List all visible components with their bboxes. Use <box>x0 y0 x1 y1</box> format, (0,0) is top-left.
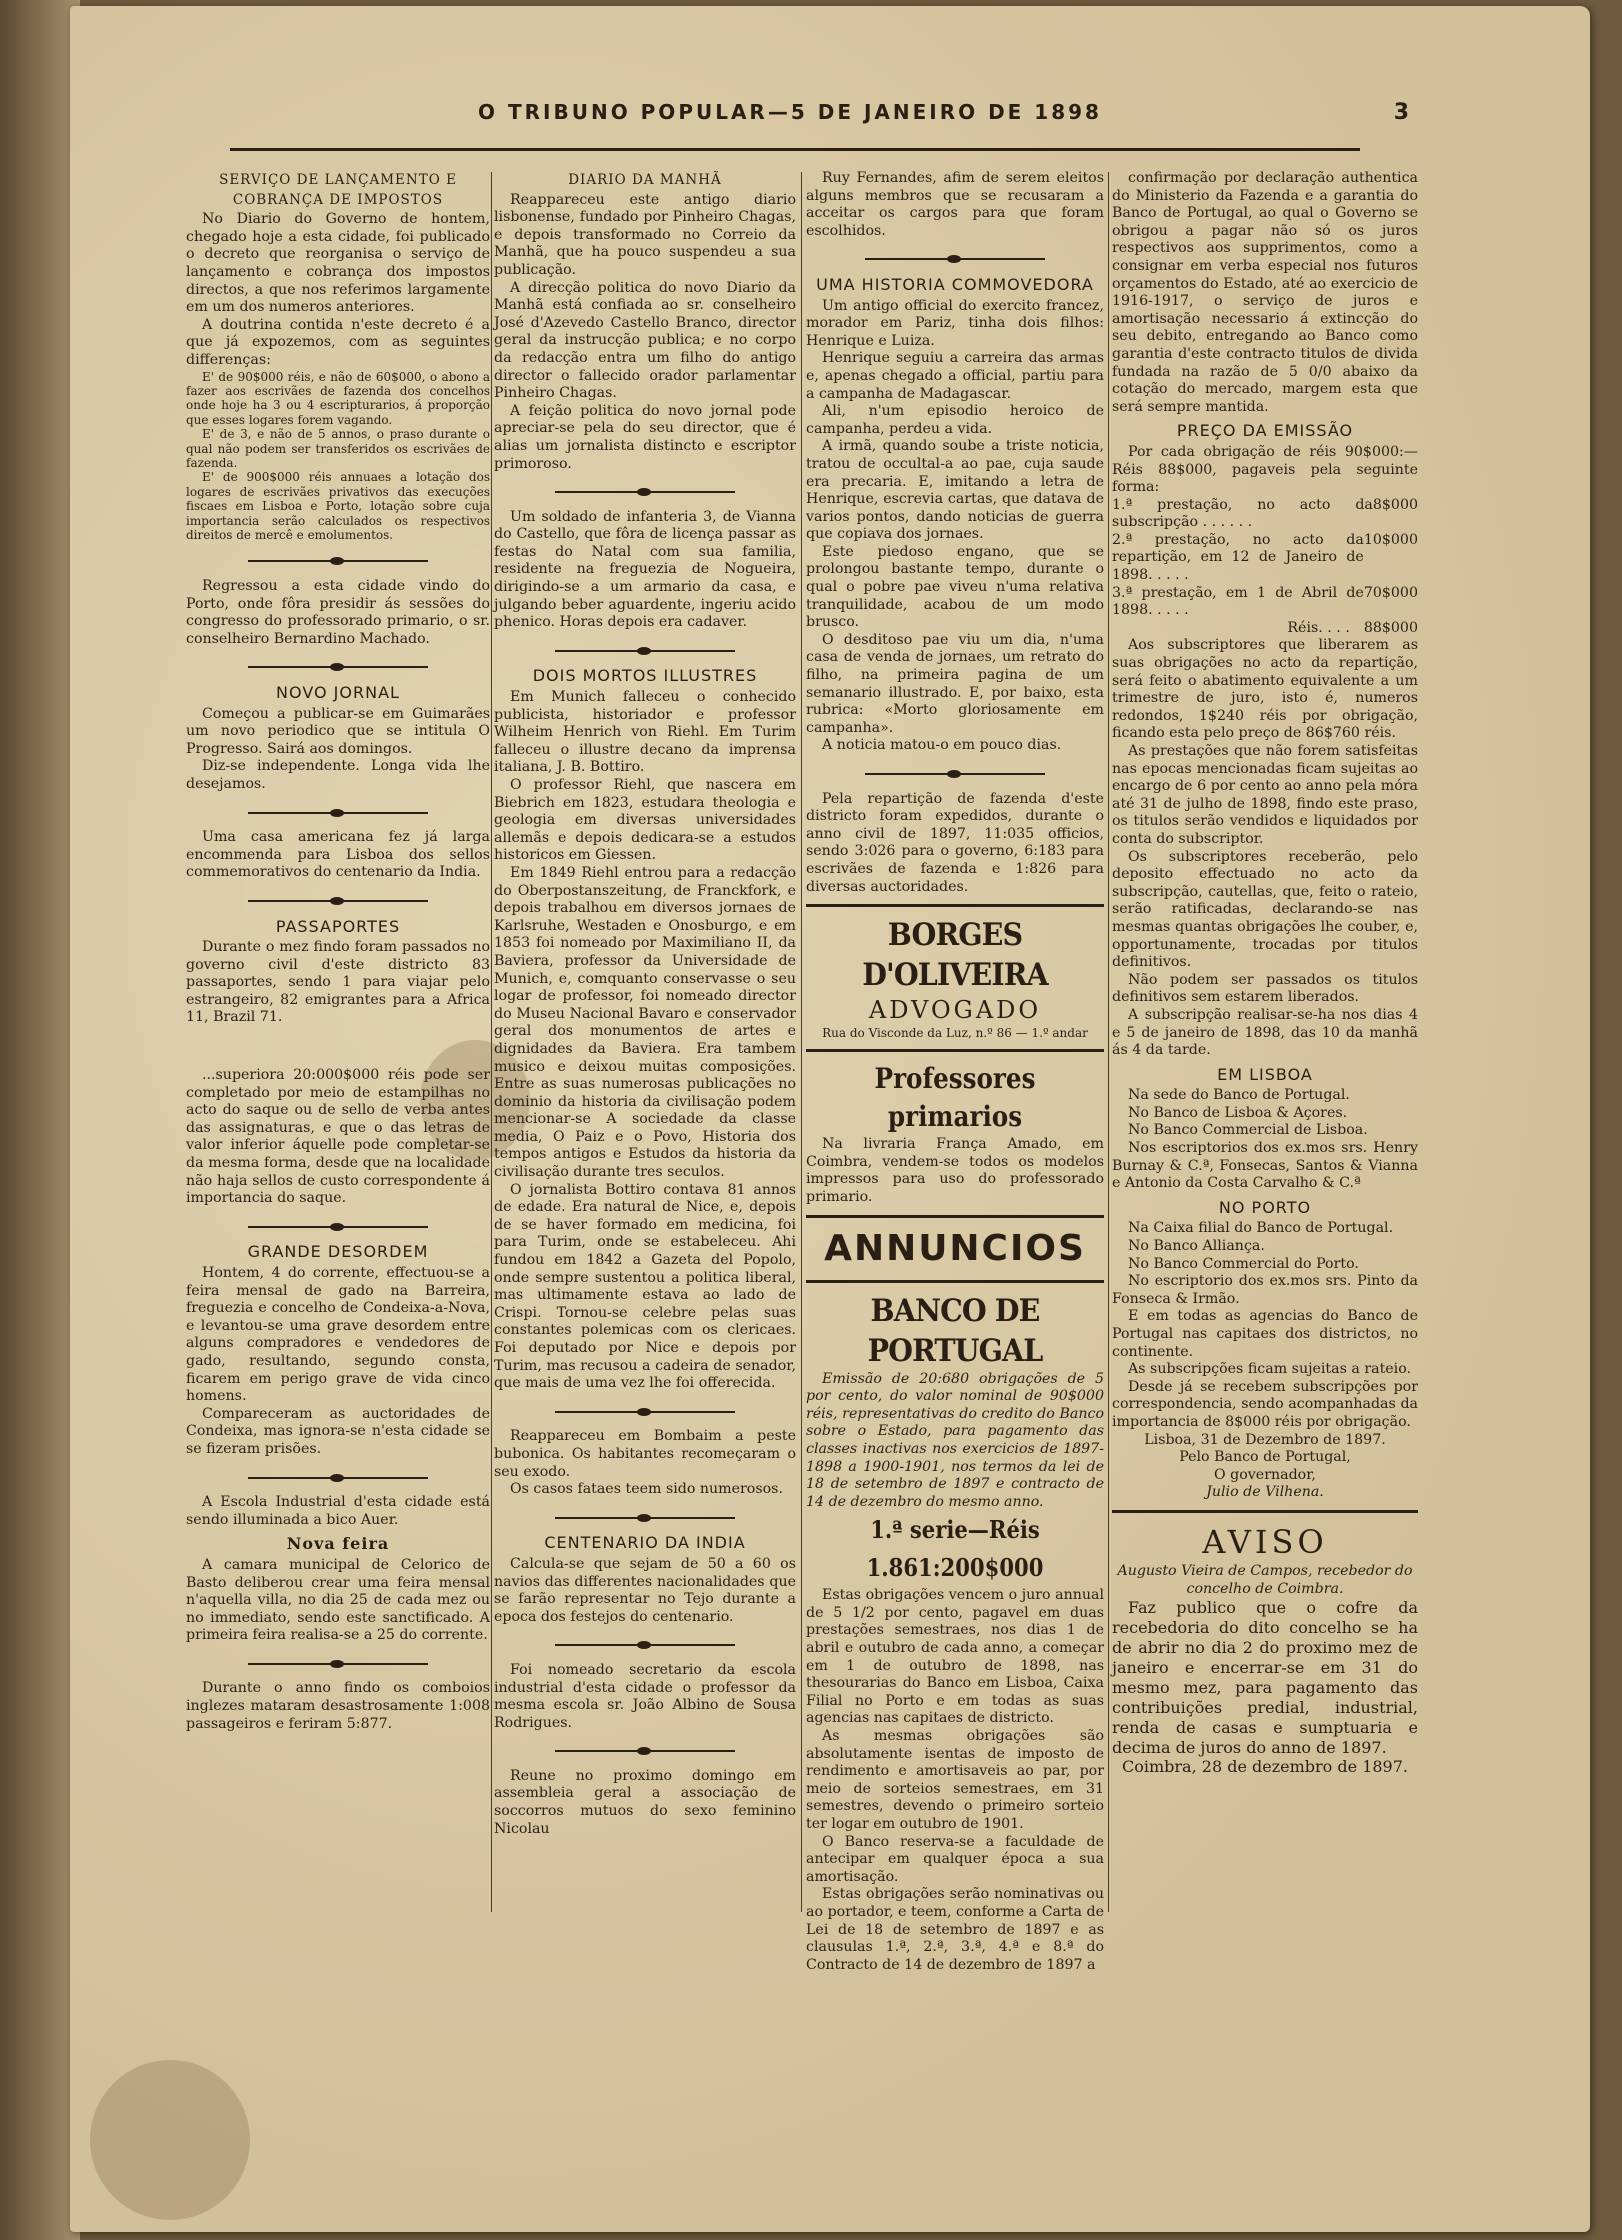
ornament-divider <box>806 248 1104 266</box>
paragraph: Calcula-se que sejam de 50 a 60 os navios das differentes nacionalidades que se farão representar no Tejo durante a epoca dos festejos do centenario. <box>494 1555 796 1625</box>
paragraph: Aos subscriptores que liberarem as suas obrigações no acto da repartição, será feito o abatimento equivalente a um trimestre de juro, isto é, numeros redondos, 1$240 réis por obrigação, ficando esta pelo preço de 86$760 réis. <box>1112 637 1418 742</box>
section-heading: NOVO JORNAL <box>276 682 400 702</box>
paragraph: Diz-se independente. Longa vida lhe desejamos. <box>186 758 490 792</box>
list-item: No Banco Commercial de Lisboa. <box>1128 1122 1368 1139</box>
paragraph: E' de 90$000 réis, e não de 60$000, o abono a fazer aos escrivães de fazenda dos concelhos onde hoje ha 3 ou 4 escripturarios, á proporção que esses logares forem vagando. <box>186 369 490 427</box>
paragraph: Compareceram as auctoridades de Condeixa, mas ignora-se n'esta cidade se se fizeram prisões. <box>186 1405 490 1457</box>
column-rule <box>801 172 802 1912</box>
price-row <box>1112 585 1418 620</box>
paragraph: No Diario do Governo de hontem, chegado hoje a esta cidade, foi publicado o decreto que reorganisa o serviço de lançamento e cobrança dos impostos directos, a que nos referimos largamente em um dos numeros anteriores. <box>186 211 490 316</box>
ornament-divider <box>186 890 490 908</box>
paragraph: A direcção politica do novo Diario da Manhã está confiada ao sr. conselheiro José d'Azevedo Castello Branco, director geral da instrucção publica; e no corpo da redacção entra um filho do antigo director o fallecido orador parlamentar Pinheiro Chagas. <box>494 279 796 402</box>
list-item: No Banco Commercial do Porto. <box>1128 1255 1359 1272</box>
ad-lawyer-name: BORGES D'OLIVEIRA <box>862 917 1048 994</box>
signature-line: O governador, <box>1214 1466 1316 1483</box>
section-heading: DOIS MORTOS ILLUSTRES <box>532 666 758 686</box>
paragraph: Um antigo official do exercito francez, morador em Pariz, tinha dois filhos: Henrique e Luiza. <box>806 297 1104 349</box>
paragraph: O Banco reserva-se a faculdade de antecipar em qualquer época a sua amortisação. <box>806 1833 1104 1885</box>
paragraph: confirmação por declaração authentica do Ministerio da Fazenda e a garantia do Banco de Portugal, ao qual o Governo se obrigou a pagar não só os juros respectivos aos supprimentos, como a consignar em verba especial nos futuros orçamentos do Estado, até ao exercicio de 1916-1917, o serviço de juros e amortisação necessario á extincção do seu debito, entregando ao Banco como garantia d'este contracto titulos de divida fundada na razão de 5 0/0 abaixo da cotação do mercado, margem esta que será sempre mantida. <box>1112 170 1418 415</box>
page-number: 3 <box>1393 100 1412 125</box>
paragraph: Regressou a esta cidade vindo do Porto, onde fôra presidir ás sessões do congresso do professorado primario, o sr. conselheiro Bernardino Machado. <box>186 578 490 647</box>
section-heading: COBRANÇA DE IMPOSTOS <box>232 191 444 208</box>
paragraph: Estas obrigações vencem o juro annual de 5 1/2 por cento, pagavel em duas prestações semestraes, nos dias 1 de abril e outubro de cada anno, a começar em 1 de outubro de 1898, nas thesourarias do Banco em Lisboa, Caixa Filial no Porto e em todas as suas agencias nas capitaes de districto. <box>806 1587 1104 1727</box>
column-rule <box>1108 172 1109 1912</box>
price-label: 1.ª prestação, no acto da subscripção . . . . . . <box>1112 496 1373 531</box>
section-heading: CENTENARIO DA INDIA <box>544 1533 746 1553</box>
ornament-divider <box>494 1401 796 1419</box>
binding-edge <box>0 0 80 2240</box>
paragraph: A doutrina contida n'este decreto é a que já expozemos, com as seguintes differenças: <box>186 316 490 368</box>
ornament-divider <box>806 763 1104 781</box>
paragraph: O jornalista Bottiro contava 81 annos de edade. Era natural de Nice, e, depois de se haver formado em medicina, foi para Turim, onde se estabeleceu. Ahi fundou em 1842 a Gazeta del Popolo, onde sempre sustentou a politica liberal, mas ultimamente estava ao lado de Crispi. Tornou-se celebre pelas suas constantes polemicas com os clericaes. Foi deputado por Nice e depois por Turim, mas recusou a cadeira de senador, que mais de uma vez lhe foi offerecida. <box>494 1181 796 1392</box>
paragraph: Reappareceu este antigo diario lisbonense, fundado por Pinheiro Chagas, e depois transformado no Correio da Manhã, que ha pouco suspendeu a sua publicação. <box>494 191 796 278</box>
section-heading: Nova feira <box>286 1534 390 1554</box>
paragraph: O desditoso pae viu um dia, n'uma casa de venda de jornaes, um retrato do filho, na primeira pagina de um semanario illustrado. E, por baixo, esta rubrica: «Morto gloriosamente em campanha». <box>806 631 1104 736</box>
list-item: Na Caixa filial do Banco de Portugal. <box>1128 1220 1394 1237</box>
paragraph: Uma casa americana fez já larga encommenda para Lisboa dos sellos commemorativos do centenario da India. <box>186 829 490 881</box>
paragraph: Este piedoso engano, que se prolongou bastante tempo, durante o qual o pobre pae viveu n'uma relativa tranquilidade, acabou de um modo brusco. <box>806 543 1104 631</box>
paragraph: Emissão de 20:680 obrigações de 5 por cento, do valor nominal de 90$000 réis, representativas do credito do Banco sobre o Estado, para pagamento das classes inactivas nos exercicios de 1897-1898 a 1900-1901, nos termos da lei de 18 de setembro de 1897 e contracto de 14 de dezembro do mesmo anno. <box>806 1370 1104 1510</box>
masthead-rule <box>230 148 1360 151</box>
column-rule <box>491 172 492 1912</box>
paragraph: O professor Riehl, que nascera em Biebrich em 1823, estudara theologia e geologia em diversas universidades allemãs e depois dedicara-se a estudos historicos em Giessen. <box>494 777 796 864</box>
paragraph: A camara municipal de Celorico de Basto deliberou crear uma feira mensal n'aquella villa, no dia 25 de cada mez ou no immediato, sendo este sanctificado. A primeira feira realisa-se a 25 do corrente. <box>186 1556 490 1644</box>
notice-heading: AVISO <box>1202 1522 1328 1561</box>
announcements-banner: ANNUNCIOS <box>824 1227 1086 1269</box>
column-1 <box>186 170 490 1890</box>
price-total-row <box>1112 620 1418 638</box>
paragraph: As subscripções ficam sujeitas a rateio. <box>1128 1361 1412 1378</box>
section-heading: NO PORTO <box>1218 1197 1312 1217</box>
paragraph: Os casos fataes teem sido numerosos. <box>510 1481 783 1498</box>
list-item: Nos escriptorios dos ex.mos srs. Henry Burnay & C.ª, Fonsecas, Santos & Vianna e Antonio da Costa Carvalho & C.ª <box>1112 1140 1418 1192</box>
ad-lawyer-role: ADVOGADO <box>868 996 1042 1025</box>
column-2 <box>494 170 796 1890</box>
ornament-divider <box>494 481 796 499</box>
ad-rule <box>806 904 1104 907</box>
notice-subtitle: Augusto Vieira de Campos, recebedor do concelho de Coimbra. <box>1117 1562 1413 1597</box>
paragraph: A noticia matou-o em pouco dias. <box>822 737 1062 754</box>
section-heading: PREÇO DA EMISSÃO <box>1176 421 1354 441</box>
section-heading: SERVIÇO DE LANÇAMENTO E <box>219 172 457 188</box>
paragraph: Um soldado de infanteria 3, de Vianna do Castello, que fôra de licença passar as festas do Natal com sua familia, residente na freguezia de Nogueira, dirigindo-se a um armario da casa, e julgando beber aguardente, ingeriu acido phenico. Horas depois era cadaver. <box>494 508 796 631</box>
ornament-divider <box>186 1467 490 1485</box>
paragraph: Durante o mez findo foram passados no governo civil d'este districto 83 passaportes, sendo 1 para viajar pelo estrangeiro, 82 emigrantes para a Africa 11, Brazil 71. <box>186 939 490 1026</box>
paragraph: Foi nomeado secretario da escola industrial d'esta cidade o professor da mesma escola sr. João Albino de Sousa Rodrigues. <box>494 1661 796 1731</box>
ornament-divider <box>186 656 490 674</box>
paragraph: Por cada obrigação de réis 90$000:— Réis 88$000, pagaveis pela seguinte forma: <box>1112 443 1418 496</box>
paragraph: Na livraria França Amado, em Coimbra, vendem-se todos os modelos impressos para uso do professorado primario. <box>806 1136 1104 1205</box>
price-row <box>1112 532 1418 585</box>
price-total-label: Réis. . . . <box>1287 619 1350 636</box>
list-item: No Banco Alliança. <box>1128 1238 1265 1255</box>
ornament-divider <box>186 1216 490 1234</box>
ad-rule <box>806 1280 1104 1283</box>
paragraph: Começou a publicar-se em Guimarães um novo periodico que se intitula O Progresso. Sairá aos domingos. <box>186 705 490 757</box>
paragraph: A subscripção realisar-se-ha nos dias 4 e 5 de janeiro de 1898, das 10 da manhã ás 4 da tarde. <box>1112 1006 1418 1059</box>
list-item: No Banco de Lisboa & Açores. <box>1128 1104 1348 1121</box>
masthead <box>160 100 1420 140</box>
signature-name: Julio de Vilhena. <box>1206 1484 1324 1501</box>
torn-corner-stain <box>90 2060 250 2220</box>
ad-rule <box>806 1049 1104 1052</box>
ornament-divider <box>186 1653 490 1671</box>
list-item: No escriptorio dos ex.mos srs. Pinto da Fonseca & Irmão. <box>1112 1273 1418 1307</box>
ad-rule <box>1112 1510 1418 1513</box>
bank-series: 1.ª serie—Réis 1.861:200$000 <box>866 1515 1044 1583</box>
price-label: 3.ª prestação, em 1 de Abril de 1898. . . . . <box>1112 584 1364 619</box>
section-heading: EM LISBOA <box>1217 1064 1313 1084</box>
paragraph: Reune no proximo domingo em assembleia geral a associação de soccorros mutuos do sexo feminino Nicolau <box>494 1767 796 1837</box>
price-value: 10$000 <box>1363 531 1418 548</box>
paragraph: E em todas as agencias do Banco de Portugal nas capitaes dos districtos, no continente. <box>1112 1308 1418 1360</box>
paragraph: Ruy Fernandes, afim de serem eleitos alguns membros que se recusaram a acceitar os cargos para que foram escolhidos. <box>806 170 1104 239</box>
section-heading: GRANDE DESORDEM <box>247 1242 429 1262</box>
price-label: 2.ª prestação, no acto da repartição, em 12 de Janeiro de 1898. . . . . <box>1112 531 1364 584</box>
price-row <box>1112 497 1418 532</box>
paragraph: A irmã, quando soube a triste noticia, tratou de occultal-a ao pae, cuja saude era precaria. E, imitando a letra de Henrique, escrevia cartas, que datava de varios pontos, dando noticias de guerra que copiava dos jornaes. <box>806 438 1104 543</box>
paragraph: Em Munich falleceu o conhecido publicista, historiador e professor Wilheim Henrich von Riehl. Em Turim falleceu o illustre decano da imprensa italiana, J. B. Bottiro. <box>494 689 796 776</box>
paragraph: Os subscriptores receberão, pelo deposito effectuado no acto da subscripção, cautellas, que, feito o rateio, serão ratificadas, declarando-se nas mesmas quantas obrigações lhe couber, e, opportunamente, trocadas por titulos definitivos. <box>1112 848 1418 971</box>
ornament-divider <box>494 1634 796 1652</box>
paragraph: Reappareceu em Bombaim a peste bubonica. Os habitantes recomeçaram o seu exodo. <box>494 1428 796 1480</box>
ad-lawyer-address: Rua do Visconde da Luz, n.º 86 — 1.º andar <box>822 1026 1088 1041</box>
signature-line: Pelo Banco de Portugal, <box>1179 1449 1351 1466</box>
ad-teachers-heading: Professores primarios <box>874 1062 1036 1134</box>
paragraph: Hontem, 4 do corrente, effectuou-se a feira mensal de gado na Barreira, freguezia e concelho de Condeixa-a-Nova, e levantou-se uma grave desordem entre alguns compradores e vendedores de gado, resultando, segundo consta, ficarem em perigo grave de vida cinco homens. <box>186 1265 490 1405</box>
paragraph: As mesmas obrigações são absolutamente isentas de imposto de rendimento e amortisaveis ao par, por meio de sorteios semestraes, em 31 semestres, devendo o primeiro sorteio ter logar em outubro de 1901. <box>806 1728 1104 1832</box>
bank-heading: BANCO DE PORTUGAL <box>867 1292 1043 1369</box>
paragraph: E' de 900$000 réis annuaes a lotação dos logares de escrivães privativos das execuções fiscaes em Lisboa e Porto, lotação sobre cuja importancia serão calculados os respectivos direitos de mercê e emolumentos. <box>186 470 490 542</box>
paragraph: Estas obrigações serão nominativas ou ao portador, e teem, conforme a Carta de Lei de 18 de setembro de 1897 e as clausulas 1.ª, 2.ª, 3.ª, 4.ª e 8.ª do Contracto de 14 de dezembro de 1897 a <box>806 1886 1104 1973</box>
ad-rule <box>806 1215 1104 1218</box>
paragraph: ...superiora 20:000$000 réis pode ser completado por meio de estampilhas no acto do saque ou de sello de verba antes das assignaturas, e que o das letras de valor inferior áquelle pode completar-se da mesma forma, desde que na localidade não haja sellos de custo correspondente á importancia do saque. <box>186 1067 490 1207</box>
notice-date: Coimbra, 28 de dezembro de 1897. <box>1122 1757 1408 1777</box>
paragraph: Ali, n'um episodio heroico de campanha, perdeu a vida. <box>806 403 1104 437</box>
ornament-divider <box>494 1740 796 1758</box>
price-total-value: 88$000 <box>1363 619 1418 636</box>
price-value: 8$000 <box>1372 496 1418 513</box>
column-4 <box>1112 170 1418 1890</box>
ornament-divider <box>186 802 490 820</box>
ornament-divider <box>186 550 490 568</box>
paragraph: Faz publico que o cofre da recebedoria do dito concelho se ha de abrir no dia 2 do proximo mez de janeiro e encerrar-se em 31 do mesmo mez, para pagamento das contribuições predial, industrial, renda de casas e sumptuaria e decima de juros do anno de 1897. <box>1112 1598 1418 1758</box>
section-heading: PASSAPORTES <box>275 916 401 936</box>
signature-date: Lisboa, 31 de Dezembro de 1897. <box>1144 1431 1386 1448</box>
ornament-divider <box>494 1507 796 1525</box>
paragraph: A Escola Industrial d'esta cidade está sendo illuminada a bico Auer. <box>186 1494 490 1528</box>
paragraph: E' de 3, e não de 5 annos, o praso durante o qual não podem ser transferidos os escrivães de fazenda. <box>186 427 490 470</box>
column-3 <box>806 170 1104 1973</box>
list-item: Na sede do Banco de Portugal. <box>1128 1087 1350 1104</box>
section-heading: DIARIO DA MANHÃ <box>568 172 722 188</box>
paragraph: A feição politica do novo jornal pode apreciar-se pela do seu director, que é alias um jornalista distincto e escriptor primoroso. <box>494 402 796 472</box>
masthead-title: O TRIBUNO POPULAR—5 DE JANEIRO DE 1898 <box>478 100 1102 124</box>
paragraph: Desde já se recebem subscripções por correspondencia, sendo acompanhadas da importancia de 8$000 réis por obrigação. <box>1112 1378 1418 1430</box>
paragraph: Pela repartição de fazenda d'este districto foram expedidos, durante o anno civil de 1897, 11:035 officios, sendo 3:026 para o governo, 6:183 para escrivães de fazenda e 1:826 para diversas auctoridades. <box>806 790 1104 895</box>
paragraph: Henrique seguiu a carreira das armas e, apenas chegado a official, partiu para a campanha de Madagascar. <box>806 350 1104 402</box>
ornament-divider <box>494 640 796 658</box>
paragraph: Não podem ser passados os titulos definitivos sem estarem liberados. <box>1112 971 1418 1006</box>
paragraph: Em 1849 Riehl entrou para a redacção do Oberpostanszeitung, de Franckfork, e depois trabalhou em diversos jornaes de Karlsruhe, Westaden e Onosburgo, e em 1853 foi nomeado por Maximiliano II, da Baviera, professor da Universidade de Munich, e, comquanto conservasse o seu logar de professor, foi nomeado director do Museu Nacional Bavaro e conservador geral dos monumentos de artes e dignidades da Baviera. Era tambem musico e deixou muitas composições. Entre as suas numerosas publicações no dominio da historia da civilisação podem mencionar-se A sociedade da classe media, O Paiz e o Povo, Historia dos tempos antigos e Estudos da historia da civilisação durante tres seculos. <box>494 864 796 1181</box>
paragraph: As prestações que não forem satisfeitas nas epocas mencionadas ficam sujeitas ao encargo de 6 por cento ao anno pela móra até 31 de julho de 1898, findo este praso, os titulos serão vendidos e liquidados por conta do subscriptor. <box>1112 743 1418 847</box>
price-value: 70$000 <box>1363 584 1418 601</box>
paragraph: Durante o anno findo os comboios inglezes mataram desastrosamente 1:008 passageiros e feriram 5:877. <box>186 1680 490 1732</box>
section-heading: UMA HISTORIA COMMOVEDORA <box>816 274 1094 294</box>
